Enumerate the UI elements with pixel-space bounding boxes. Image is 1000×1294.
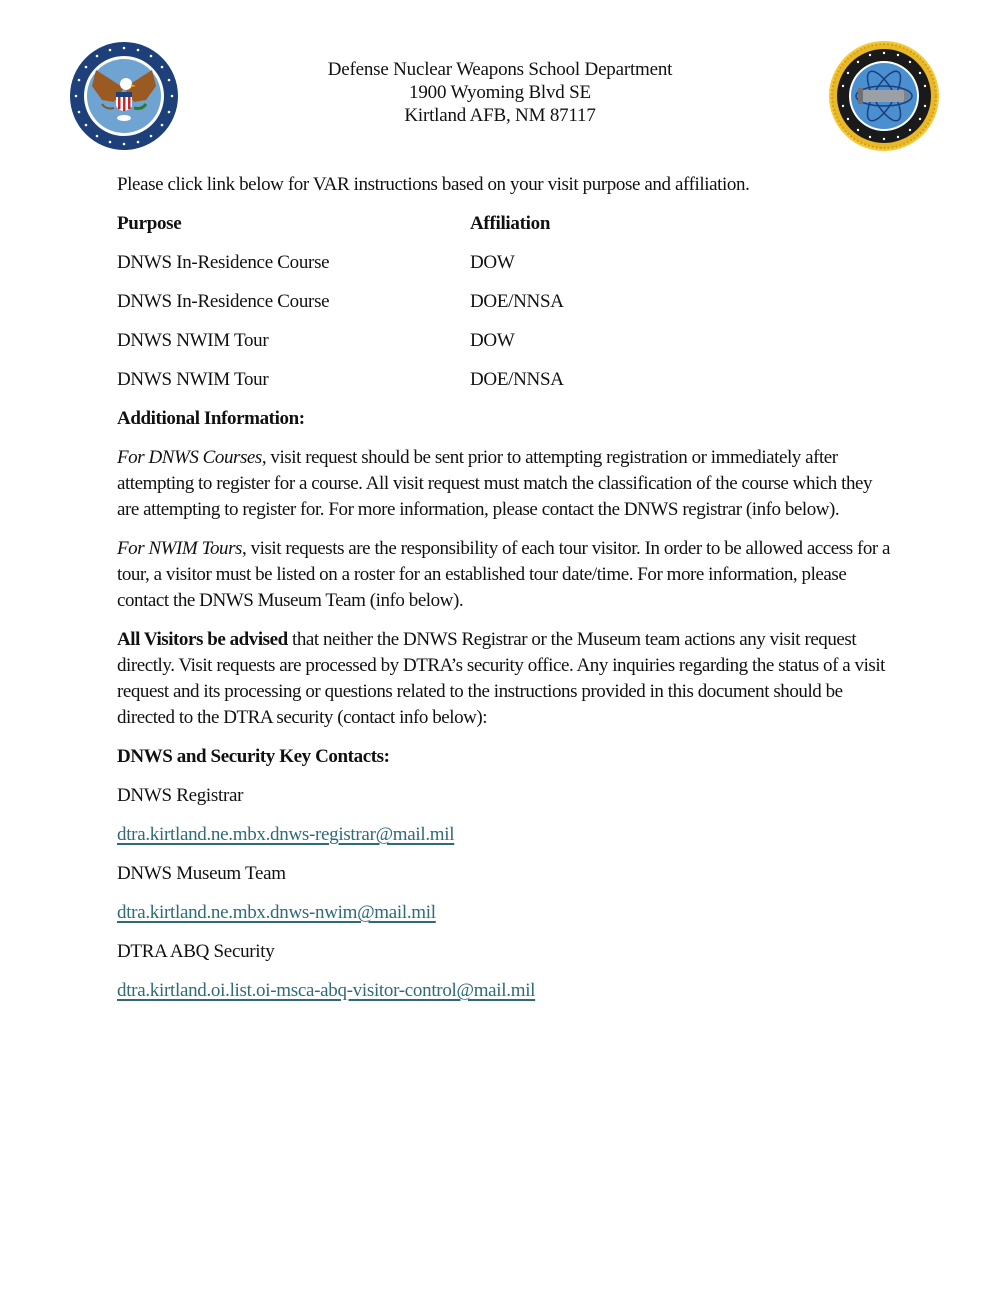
courses-paragraph: [117, 445, 897, 523]
affiliation-cell[interactable]: DOW: [470, 330, 515, 351]
department-name: Defense Nuclear Weapons School Department: [327, 59, 673, 80]
additional-info-heading: Additional Information:: [117, 408, 305, 429]
tours-paragraph: [117, 536, 897, 614]
tours-lead: For NWIM Tours: [117, 538, 242, 559]
key-contacts-heading: DNWS and Security Key Contacts:: [117, 746, 390, 767]
purpose-cell[interactable]: DNWS NWIM Tour: [117, 330, 269, 351]
affiliation-cell[interactable]: DOE/NNSA: [470, 291, 564, 312]
contact-label: DTRA ABQ Security: [117, 941, 275, 962]
contact-label: DNWS Registrar: [117, 785, 244, 806]
museum-email-link[interactable]: dtra.kirtland.ne.mbx.dnws-nwim@mail.mil: [117, 902, 436, 923]
courses-lead: For DNWS Courses: [117, 447, 262, 468]
street-address: 1900 Wyoming Blvd SE: [409, 82, 591, 103]
table-header-row: [117, 211, 897, 250]
city-state-zip: Kirtland AFB, NM 87117: [404, 105, 596, 126]
intro-text: Please click link below for VAR instructions based on your visit purpose and affiliation.: [117, 174, 750, 195]
contact-label: DNWS Museum Team: [117, 863, 286, 884]
table-row[interactable]: [117, 367, 897, 406]
security-email-link[interactable]: dtra.kirtland.oi.list.oi-msca-abq-visitor-control@mail.mil: [117, 980, 536, 1001]
contact-registrar: [117, 783, 897, 861]
purpose-cell[interactable]: DNWS In-Residence Course: [117, 252, 330, 273]
advisory-lead: All Visitors be advised: [117, 629, 288, 650]
tours-text: , visit requests are the responsibility of each tour visitor. In order to be allowed access for a tour, a visitor must be listed on a roster for an established tour date/time. For more information, please contact the DNWS Museum Team (info below).: [117, 538, 891, 611]
contact-security: [117, 939, 897, 1017]
advisory-paragraph: [117, 627, 897, 731]
affiliation-cell[interactable]: DOW: [470, 252, 515, 273]
contact-museum-team: [117, 861, 897, 939]
letterhead: [0, 58, 1000, 127]
table-row[interactable]: [117, 250, 897, 289]
advisory-text: that neither the DNWS Registrar or the Museum team actions any visit request directly. Visit requests are processed by DTRA’s security office. Any inquiries regarding the status of a visit request and its processing or questions related to the instructions provided in this document should be directed to the DTRA security (contact info below):: [117, 629, 886, 728]
purpose-cell[interactable]: DNWS NWIM Tour: [117, 369, 269, 390]
registrar-email-link[interactable]: dtra.kirtland.ne.mbx.dnws-registrar@mail.mil: [117, 824, 455, 845]
table-row[interactable]: [117, 289, 897, 328]
courses-text: , visit request should be sent prior to attempting registration or immediately after attempting to register for a course. All visit request must match the classification of the course which they are attempting to register for. For more information, please contact the DNWS registrar (info below).: [117, 447, 873, 520]
affiliation-cell[interactable]: DOE/NNSA: [470, 369, 564, 390]
purpose-header: Purpose: [117, 213, 182, 234]
affiliation-header: Affiliation: [470, 213, 551, 234]
table-row[interactable]: [117, 328, 897, 367]
purpose-cell[interactable]: DNWS In-Residence Course: [117, 291, 330, 312]
document-body: [117, 172, 897, 1017]
var-instructions-table: [117, 211, 897, 406]
